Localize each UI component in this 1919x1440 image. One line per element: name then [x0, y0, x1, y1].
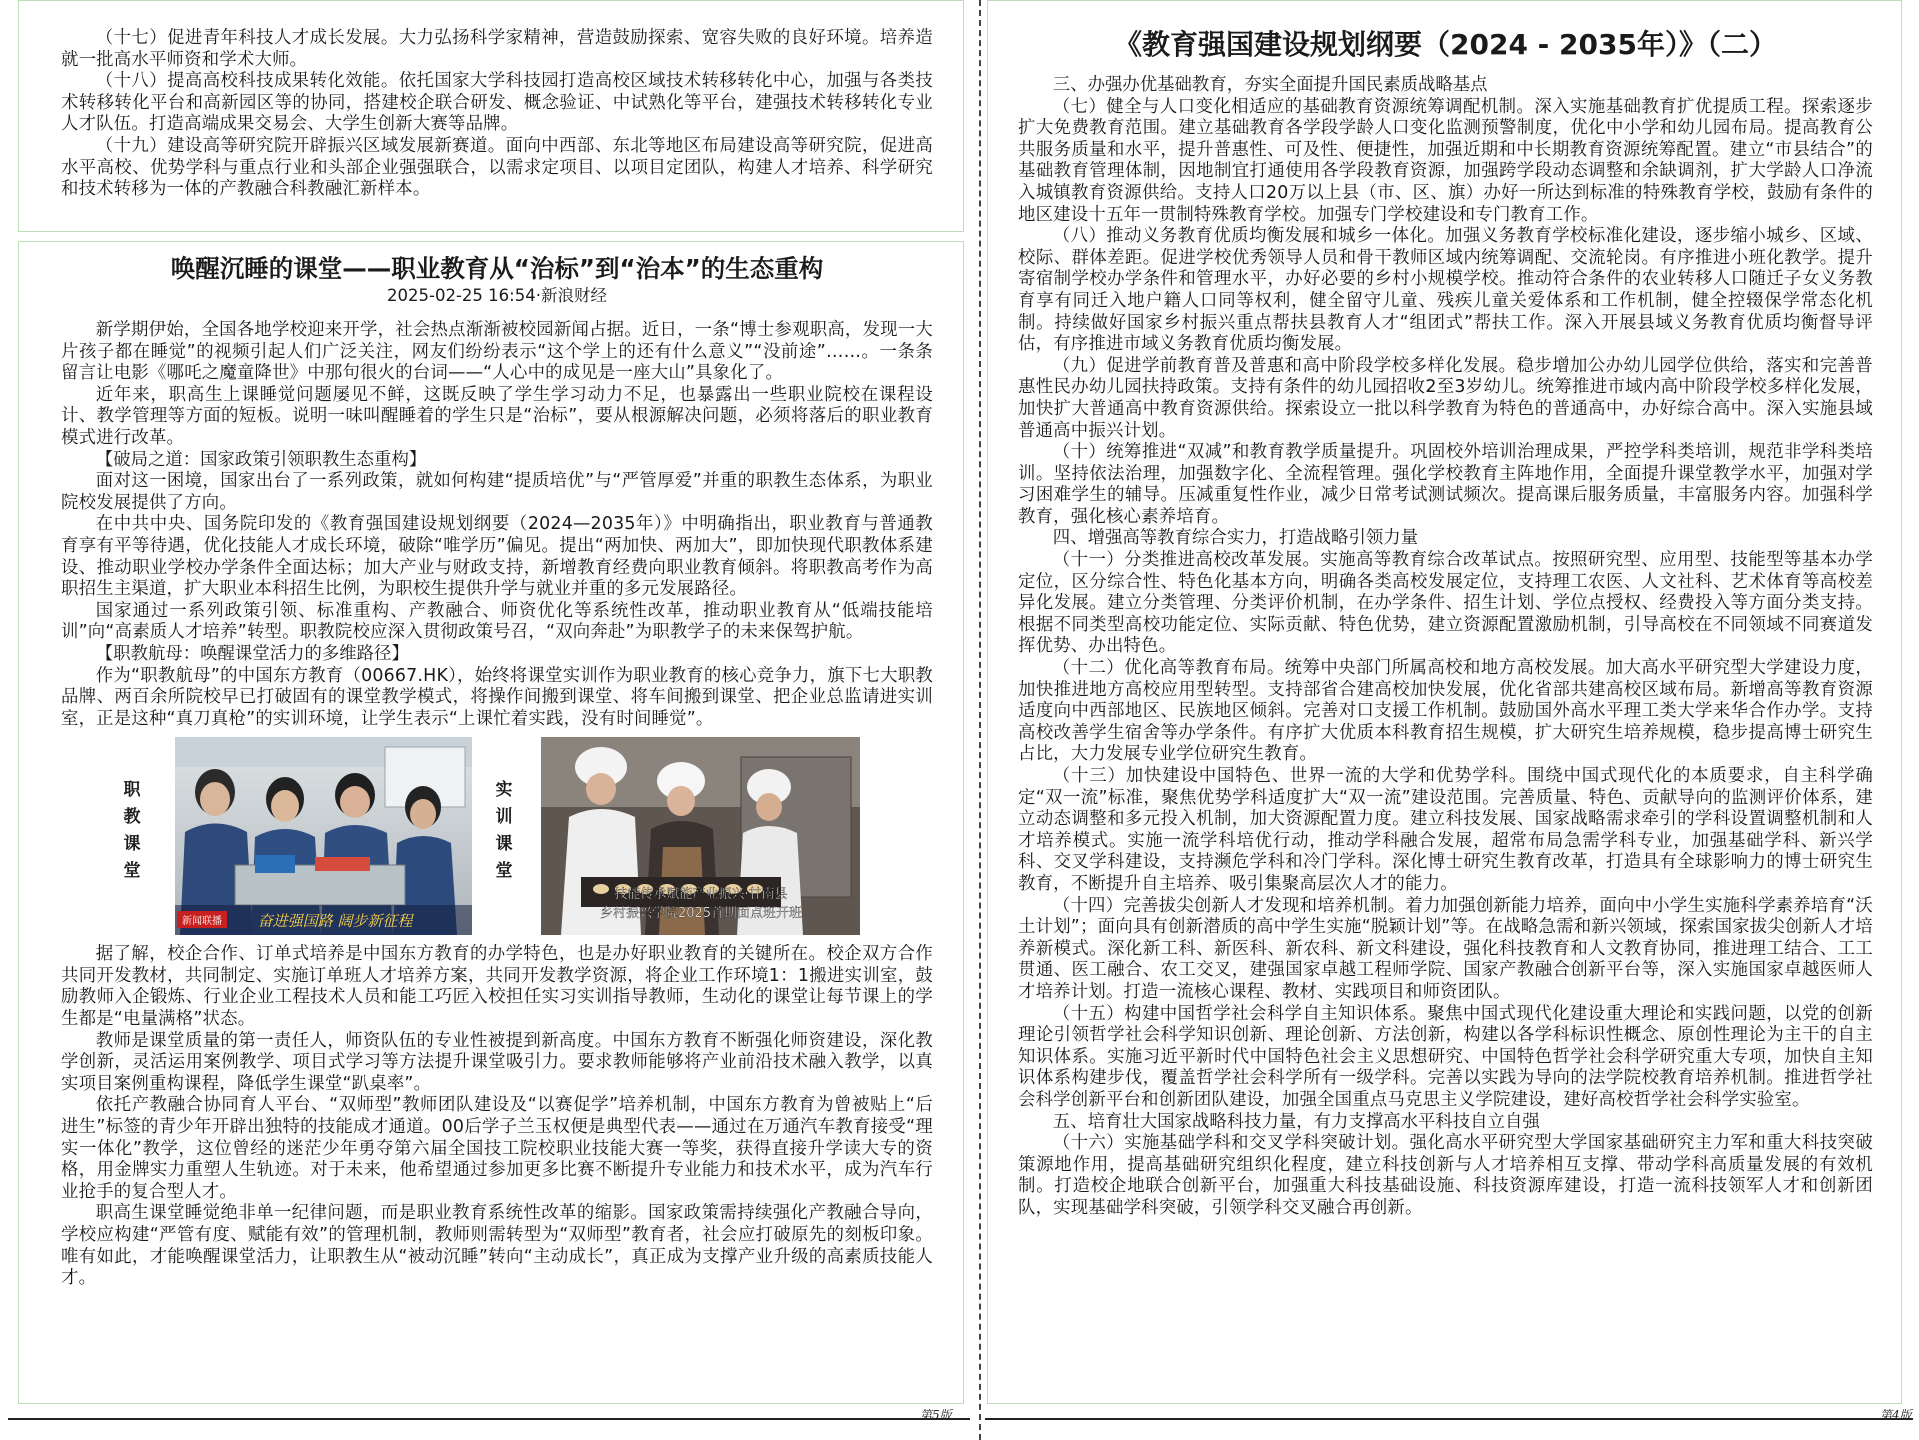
footer-rule-left	[8, 1418, 970, 1420]
photo-left-label: 职教课堂	[123, 780, 141, 882]
paragraph: （十四）完善拔尖创新人才发现和培养机制。着力加强创新能力培养，面向中小学生实施科学素养培育“沃土计划”；面向具有创新潜质的高中学生实施“脱颖计划”等。在战略急需和新兴领域，探索国家拔尖创新人才培养新模式。深化新工科、新医科、新农科、新文科建设，强化科技教育和人文教育协同，推进理工结合、工工贯通、医工融合、农工交叉，建强国家卓越工程师学院、国家产教融合创新平台等，深入实施国家卓越医师人才培养计划。打造一流核心课程、教材、实践项目和师资团队。	[1018, 895, 1873, 1002]
section-heading: 三、办强办优基础教育，夯实全面提升国民素质战略基点	[1052, 75, 1488, 95]
paragraph: （八）推动义务教育优质均衡发展和城乡一体化。加强义务教育学校标准化建设，逐步缩小城乡、区域、校际、群体差距。促进学校优秀领导人员和骨干教师区域内统筹调配、交流轮岗。有序推进小班化教学。提升寄宿制学校办学条件和管理水平，办好必要的乡村小规模学校。推动符合条件的农业转移人口随迁子女义务教育享有同迁入地户籍人口同等权利，健全留守儿童、残疾儿童关爱体系和工作机制，健全控辍保学常态化机制。持续做好国家乡村振兴重点帮扶县教育人才“组团式”帮扶工作。深入开展县域义务教育优质均衡督导评估，有序推进市域义务教育优质均衡发展。	[1018, 226, 1873, 355]
paragraph: 近年来，职高生上课睡觉问题屡见不鲜，这既反映了学生学习动力不足，也暴露出一些职业院校在课程设计、教学管理等方面的短板。说明一味叫醒睡着的学生只是“治标”，要从根源解决问题，必须将落后的职业教育模式进行改革。	[61, 384, 933, 448]
paragraph: （十九）建设高等研究院开辟振兴区域发展新赛道。面向中西部、东北等地区布局建设高等研究院，促进高水平高校、优势学科与重点行业和头部企业强强联合，以需求定项目、以项目定团队，构建人才培养、科学研究和技术转移为一体的产教融合科教融汇新样本。	[61, 135, 933, 200]
section-heading: 五、培育壮大国家战略科技力量，有力支撑高水平科技自立自强	[1052, 1111, 1540, 1132]
paragraph: （十一）分类推进高校改革发展。实施高等教育综合改革试点。按照研究型、应用型、技能型等基本办学定位，区分综合性、特色化基本方向，明确各类高校发展定位，支持理工农医、人文社科、艺术体育等高校差异化发展。建立分类管理、分类评价机制，在办学条件、招生计划、学位点授权、经费投入等方面分类支持。根据不同类型高校功能定位、实际贡献、特色优势，建立资源配置激励机制，引导高校在不同领域不同赛道发挥优势、办出特色。	[1018, 550, 1873, 657]
paragraph: （十五）构建中国哲学社会科学自主知识体系。聚焦中国式现代化建设重大理论和实践问题，以党的创新理论引领哲学社会科学知识创新、理论创新、方法创新，构建以各学科标识性概念、原创性理论为主干的自主知识体系。实施习近平新时代中国特色社会主义思想研究、中国特色哲学社会科学研究重大专项，加快自主知识体系构建步伐，覆盖哲学社会科学所有一级学科。完善以实践为导向的法学院校教育培养机制。推进哲学社会科学创新平台和创新团队建设，加强全国重点马克思主义学院建设，建好高校哲学社会科学实验室。	[1018, 1003, 1873, 1110]
article-body-top	[61, 320, 933, 730]
paragraph: （十）统筹推进“双减”和教育教学质量提升。巩固校外培训治理成果，严控学科类培训，规范非学科类培训。坚持依法治理，加强数字化、全流程管理。强化学校教育主阵地作用，全面提升课堂教学水平，加强对学习困难学生的辅导。压减重复性作业，减少日常考试测试频次。提高课后服务质量，丰富服务内容。加强科学教育，强化核心素养培育。	[1018, 442, 1873, 527]
paragraph: 依托产教融合协同育人平台、“双师型”教师团队建设及“以赛促学”培养机制，中国东方教育为曾被贴上“后进生”标签的青少年开辟出独特的技能成才通道。00后学子兰玉权便是典型代表——通过在万通汽车教育接受“理实一体化”教学，这位曾经的迷茫少年勇夺第六届全国技工院校职业技能大赛一等奖，获得直接升学读大专的资格，用金牌实力重塑人生轨迹。对于未来，他希望通过参加更多比赛不断提升专业能力和技术水平，成为汽车行业抢手的复合型人才。	[61, 1095, 933, 1202]
paragraph: 教师是课堂质量的第一责任人，师资队伍的专业性被提到新高度。中国东方教育不断强化师资建设，深化教学创新，灵活运用案例教学、项目式学习等方法提升课堂吸引力。要求教师能够将产业前沿技术融入教学，以真实项目案例重构课程，降低学生课堂“趴桌率”。	[61, 1030, 933, 1094]
training-photo-image	[541, 737, 860, 935]
news-logo-text: 新闻联播	[182, 916, 222, 928]
article-box	[18, 241, 964, 1404]
right-page-title: 《教育强国建设规划纲要（2024 - 2035年）》（二）	[1114, 28, 1777, 61]
paragraph: （十三）加快建设中国特色、世界一流的大学和优势学科。围绕中国式现代化的本质要求，自主科学确定“双一流”标准，聚焦优势学科适度扩大“双一流”建设范围。完善质量、特色、贡献导向的监测评价体系，建立动态调整和多元投入机制，加大资源配置力度。建立科技发展、国家战略需求牵引的学科设置调整机制和人才培养模式。实施一流学科培优行动，推动学科融合发展，超常布局急需学科专业，加强基础学科、新兴学科、交叉学科建设，支持濒危学科和冷门学科。深化博士研究生教育改革，打造具有全球影响力的博士研究生教育，不断提升自主培养、吸引集聚高层次人才的能力。	[1018, 766, 1873, 894]
paragraph: （十六）实施基础学科和交叉学科突破计划。强化高水平研究型大学国家基础研究主力军和重大科技突破策源地作用，提高基础研究组织化程度，建立科技创新与人才培养相互支撑、带动学科高质量发展的有效机制。打造校企地联合创新平台，加强重大科技基础设施、科技资源库建设，打造一流科技领军人才和创新团队，实现基础学科突破，引领学科交叉融合再创新。	[1018, 1133, 1873, 1218]
classroom-photo-image	[175, 737, 472, 935]
section-heading: 四、增强高等教育综合实力，打造战略引领力量	[1052, 528, 1419, 549]
paragraph: 据了解，校企合作、订单式培养是中国东方教育的办学特色，也是办好职业教育的关键所在。校企双方合作共同开发教材，共同制定、实施订单班人才培养方案，共同开发教学资源，将企业工作环境1：1搬进实训室，鼓励教师入企锻炼、行业企业工程技术人员和能工巧匠入校担任实习实训指导教师，生动化的课堂让每节课上的学生都是“电量满格”状态。	[61, 944, 933, 1030]
classroom-photo	[175, 737, 472, 935]
paragraph: （十七）促进青年科技人才成长发展。大力弘扬科学家精神，营造鼓励探索、宽容失败的良好环境。培养造就一批高水平师资和学术大师。	[61, 28, 933, 70]
paragraph: （十二）优化高等教育布局。统筹中央部门所属高校和地方高校发展。加大高水平研究型大学建设力度，加快推进地方高校应用型转型。支持部省合建高校加快发展，优化省部共建高校区域布局。新增高等教育资源适度向中西部地区、民族地区倾斜。完善对口支援工作机制。鼓励国外高水平理工类大学来华合作办学。支持高校改善学生宿舍等办学条件。有序扩大优质本科教育招生规模，扩大研究生培养规模，稳步提高博士研究生占比，大力发展专业学位研究生教育。	[1018, 658, 1873, 765]
left-top-box-paragraphs	[61, 28, 933, 201]
paragraph: 在中共中央、国务院印发的《教育强国建设规划纲要（2024—2035年）》中明确指出，职业教育与普通教育享有平等待遇，优化技能人才成长环境，破除“唯学历”偏见。提出“两加快、两加大”，即加快现代职教体系建设、推动职业学校办学条件全面达标；加大产业与财政支持，新增教育经费向职业教育倾斜。将职教高考作为高职招生主渠道，扩大职业本科招生比例，为职校生提供升学与就业并重的多元发展路径。	[61, 514, 933, 600]
training-photo	[541, 737, 860, 935]
section-heading: 【职教航母：唤醒课堂活力的多维路径】	[95, 643, 409, 664]
paragraph: 面对这一困境，国家出台了一系列政策，就如何构建“提质培优”与“严管厚爱”并重的职教生态体系，为职业院校发展提供了方向。	[61, 471, 933, 513]
right-page-box	[987, 0, 1902, 1404]
paragraph: （十八）提高高校科技成果转化效能。依托国家大学科技园打造高校区域技术转移转化中心，加强与各类技术转移转化平台和高新园区等的协同，搭建校企联合研发、概念验证、中试熟化等平台，建强技术转移转化专业人才队伍。打造高端成果交易会、大学生创新大赛等品牌。	[61, 71, 933, 135]
article-meta: 2025-02-25 16:54·新浪财经	[387, 286, 607, 305]
footer-page-left: 第5版	[920, 1408, 952, 1422]
page-divider	[979, 0, 981, 1440]
photo-right-label: 实训课堂	[495, 780, 513, 882]
paragraph: 作为“职教航母”的中国东方教育（00667.HK），始终将课堂实训作为职业教育的核心竞争力，旗下七大职教品牌、两百余所院校早已打破固有的课堂教学模式，将操作间搬到课堂、将车间搬到课堂、把企业总监请进实训室，正是这种“真刀真枪”的实训环境，让学生表示“上课忙着实践，没有时间睡觉”。	[61, 665, 933, 729]
paragraph: 职高生课堂睡觉绝非单一纪律问题，而是职业教育系统性改革的缩影。国家政策需持续强化产教融合导向，学校应构建“严管有度、赋能有效”的管理机制，教师则需转型为“双师型”教育者，社会应打破原先的刻板印象。唯有如此，才能唤醒课堂活力，让职教生从“被动沉睡”转向“主动成长”，真正成为支撑产业升级的高素质技能人才。	[61, 1203, 933, 1289]
section-heading: 【破局之道：国家政策引领职教生态重构】	[95, 449, 427, 470]
paragraph: （九）促进学前教育普及普惠和高中阶段学校多样化发展。稳步增加公办幼儿园学位供给，落实和完善普惠性民办幼儿园扶持政策。支持有条件的幼儿园招收2至3岁幼儿。统筹推进市域内高中阶段学校多样化发展，加快扩大普通高中教育资源供给。探索设立一批以科学教育为特色的普通高中，办好综合高中。深入实施县域普通高中振兴计划。	[1018, 355, 1873, 441]
right-page-body	[1018, 75, 1873, 1219]
paragraph: 新学期伊始，全国各地学校迎来开学，社会热点渐渐被校园新闻占据。近日，一条“博士参观职高，发现一大片孩子都在睡觉”的视频引起人们广泛关注，网友们纷纷表示“这个学上的还有什么意义”“没前途”……。一条条留言让电影《哪吒之魔童降世》中那句很火的台词——“人心中的成见是一座大山”具象化了。	[61, 320, 933, 384]
training-caption-1: 技能传承赋能产业振兴·甘南县	[614, 887, 788, 903]
left-top-box	[18, 0, 964, 232]
photo-row	[61, 737, 933, 935]
footer-page-right: 第4版	[1880, 1408, 1912, 1422]
training-caption-2: 乡村振兴学院2025首期面点班开班	[599, 906, 803, 922]
article-title: 唤醒沉睡的课堂——职业教育从“治标”到“治本”的生态重构	[170, 254, 824, 283]
paragraph: （七）健全与人口变化相适应的基础教育资源统筹调配机制。深入实施基础教育扩优提质工程。探索逐步扩大免费教育范围。建立基础教育各学段学龄人口变化监测预警制度，优化中小学和幼儿园布局。提高教育公共服务质量和水平，提升普惠性、可及性、便捷性，加强近期和中长期教育资源统筹配置。建立“市县结合”的基础教育管理体制，因地制宜打通使用各学段教育资源，加强跨学段动态调整和余缺调剂，扩大学龄人口净流入城镇教育资源供给。支持人口20万以上县（市、区、旗）办好一所达到标准的特殊教育学校，鼓励有条件的地区建设十五年一贯制特殊教育学校。加强专门学校建设和专门教育工作。	[1018, 96, 1873, 225]
article-body-bottom	[61, 944, 933, 1290]
classroom-caption: 奋进强国路 阔步新征程	[257, 912, 413, 931]
footer-rule-right	[985, 1418, 1913, 1420]
paragraph: 国家通过一系列政策引领、标准重构、产教融合、师资优化等系统性改革，推动职业教育从“低端技能培训”向“高素质人才培养”转型。职教院校应深入贯彻政策号召，“双向奔赴”为职教学子的未来保驾护航。	[61, 600, 933, 643]
